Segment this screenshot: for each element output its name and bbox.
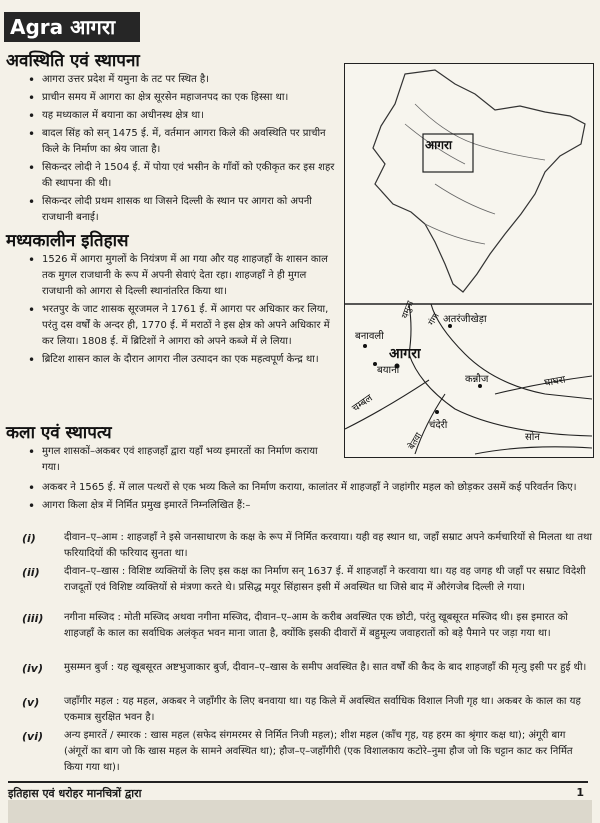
item-number: (ii) (22, 566, 40, 579)
list-item: • आगरा उत्तर प्रदेश में यमुना के तट पर स्थित है। (28, 72, 338, 88)
list-item: • ब्रिटिश शासन काल के दौरान आगरा नील उत्पादन का एक महत्वपूर्ण केन्द्र था। (28, 352, 338, 368)
label-ganga: गंगा (426, 311, 442, 328)
section-heading-location: अवस्थिति एवं स्थापना (6, 51, 140, 71)
place-atranjikhera: अतरंजीखेड़ा (443, 314, 487, 325)
item-number: (vi) (22, 730, 43, 743)
list-item: • भरतपुर के जाट शासक सूरजमल ने 1761 ई. में आगरा पर अधिकार कर लिया, परंतु दस वर्षों के अन्दर ही, 1770 ई. में मराठों ने इस क्षेत्र को अपने अधिकार में कर लिया। 1808 ई. में ब्रिटिशों ने आगरा को अपने कब्जे में ले लिया। (28, 302, 338, 350)
son-river (475, 447, 592, 454)
list-item: • बादल सिंह को सन् 1475 ई. में, वर्तमान आगरा किले की अवस्थिति पर प्राचीन किले के निर्माण का श्रेय जाता है। (28, 126, 338, 158)
monument-jahangir-mahal: जहाँगीर महल : यह महल, अकबर ने जहाँगीर के लिए बनवाया था। यह किले में अवस्थित सर्वाधिक विशाल निजी गृह था। अकबर के काल का यह एकमात्र सुरक्षित भवन है। (64, 696, 581, 723)
location-list (28, 72, 338, 228)
item-number: (i) (22, 532, 36, 545)
label-son: सोन (525, 432, 540, 443)
list-item: • सिकन्दर लोदी प्रथम शासक था जिसने दिल्ली के स्थान पर आगरा को अपनी राजधानी बनाई। (28, 194, 338, 226)
item-number: (iii) (22, 612, 44, 625)
monument-nagina-masjid: नगीना मस्जिद : मोती मस्जिद अथवा नगीना मस्जिद, दीवान–ए–आम के करीब अवस्थित एक छोटी, परंतु खूबसूरत मस्जिद थी। इस इमारत को शाहजहाँ के काल का सर्वाधिक अलंकृत भवन माना जाता है, क्योंकि इसकी दीवारों में बहुमूल्य जवाहरातों को बड़े पैमाने पर जड़ा गया था। (64, 612, 568, 639)
list-item: • सिकन्दर लोदी ने 1504 ई. में पोया एवं भसीन के गाँवों को एकीकृत कर इस शहर की स्थापना की थी। (28, 160, 338, 192)
list-item: • 1526 में आगरा मुगलों के नियंत्रण में आ गया और यह शाहजहाँ के शासन काल तक मुगल राजधानी के रूप में अपनी सेवाएं देता रहा। शाहजहाँ ने ही मुगल राजधानी को आगरा से दिल्ली स्थानांतरित किया था। (28, 252, 338, 300)
monument-others: अन्य इमारतें / स्मारक : खास महल (सफेद संगमरमर से निर्मित निजी महल); शीश महल (काँच गृह, यह हरम का श्रृंगार कक्ष था); अंगूरी बाग (अंगूरों का बाग जो कि खास महल के सामने अवस्थित था); हौज–ए–जहाँगीरी (एक विशालकाय कटोरे–नुमा हौज जो कि चट्टान काट कर निर्मित किया गया था)। (64, 730, 573, 773)
list-item: • अकबर ने 1565 ई. में लाल पत्थरों से एक भव्य किले का निर्माण कराया, कालांतर में शाहजहाँ ने जहांगीर महल को छोड़कर उसमें कई परिवर्तन किए। (28, 480, 588, 496)
section-heading-art-architecture: कला एवं स्थापत्य (6, 423, 112, 443)
place-banawali: बनावली (355, 331, 384, 342)
item-number: (v) (22, 696, 40, 709)
label-chambal: चम्बल (350, 392, 375, 415)
page-title: Agra आगरा (4, 12, 140, 42)
list-item: • आगरा किला क्षेत्र में निर्मित प्रमुख इमारतें निम्नलिखित हैं:– (28, 498, 588, 514)
monument-musamman-burj: मुसम्मन बुर्ज : यह खूबसूरत अष्टभुजाकार बुर्ज, दीवान–ए–खास के समीप अवस्थित है। सात वर्षों की कैद के बाद शाहजहाँ की मृत्यु इसी पर हुई थी। (64, 662, 587, 673)
list-item: • यह मध्यकाल में बयाना का अधीनस्थ क्षेत्र था। (28, 108, 338, 124)
india-rivers (405, 104, 545, 244)
list-item: • प्राचीन समय में आगरा का क्षेत्र सूरसेन महाजनपद का एक हिस्सा था। (28, 90, 338, 106)
place-kannauj: कन्नौज (465, 374, 489, 385)
place-bayana: बयाना (377, 365, 400, 376)
map-panel (344, 63, 594, 458)
art-list-short (28, 444, 338, 478)
item-number: (iv) (22, 662, 43, 675)
label-betwa: बेतवा (406, 431, 425, 452)
page-bottom-margin (8, 800, 592, 823)
page-number: 1 (576, 786, 584, 799)
footer-book-title: इतिहास एवं धरोहर मानचित्रों द्वारा (8, 787, 142, 800)
section-heading-medieval: मध्यकालीन इतिहास (6, 231, 129, 251)
label-yamuna: यमुना (400, 299, 416, 321)
medieval-list (28, 252, 338, 370)
place-agra: आगरा (389, 346, 421, 362)
label-ghaghra: घाघरा (543, 374, 567, 389)
art-list-wide (28, 480, 588, 516)
india-outline (373, 70, 585, 292)
india-agra-label: आगरा (425, 138, 453, 152)
monument-diwan-e-khas: दीवान–ए–खास : विशिष्ट व्यक्तियों के लिए इस कक्ष का निर्माण सन् 1637 ई. में शाहजहाँ ने करवाया था। यह वह जगह थी जहाँ पर सम्राट विदेशी राजदूतों एवं विशिष्ट व्यक्तियों से मंत्रणा करते थे। प्रसिद्ध मयूर सिंहासन इसी में अवस्थित था जिसे बाद में औरंगजेब दिल्ली ले गया। (64, 566, 586, 593)
monument-diwan-e-aam: दीवान–ए–आम : शाहजहाँ ने इसे जनसाधारण के कक्ष के रूप में निर्मित करवाया। यही वह स्थान था, जहाँ सम्राट अपने कर्मचारियों से मिलता था तथा फरियादियों की फरियाद सुनता था। (64, 532, 592, 559)
place-chanderi: चंदेरी (429, 420, 448, 431)
list-item: • मुगल शासकों–अकबर एवं शाहजहाँ द्वारा यहाँ भव्य इमारतों का निर्माण कराया गया। (28, 444, 338, 476)
